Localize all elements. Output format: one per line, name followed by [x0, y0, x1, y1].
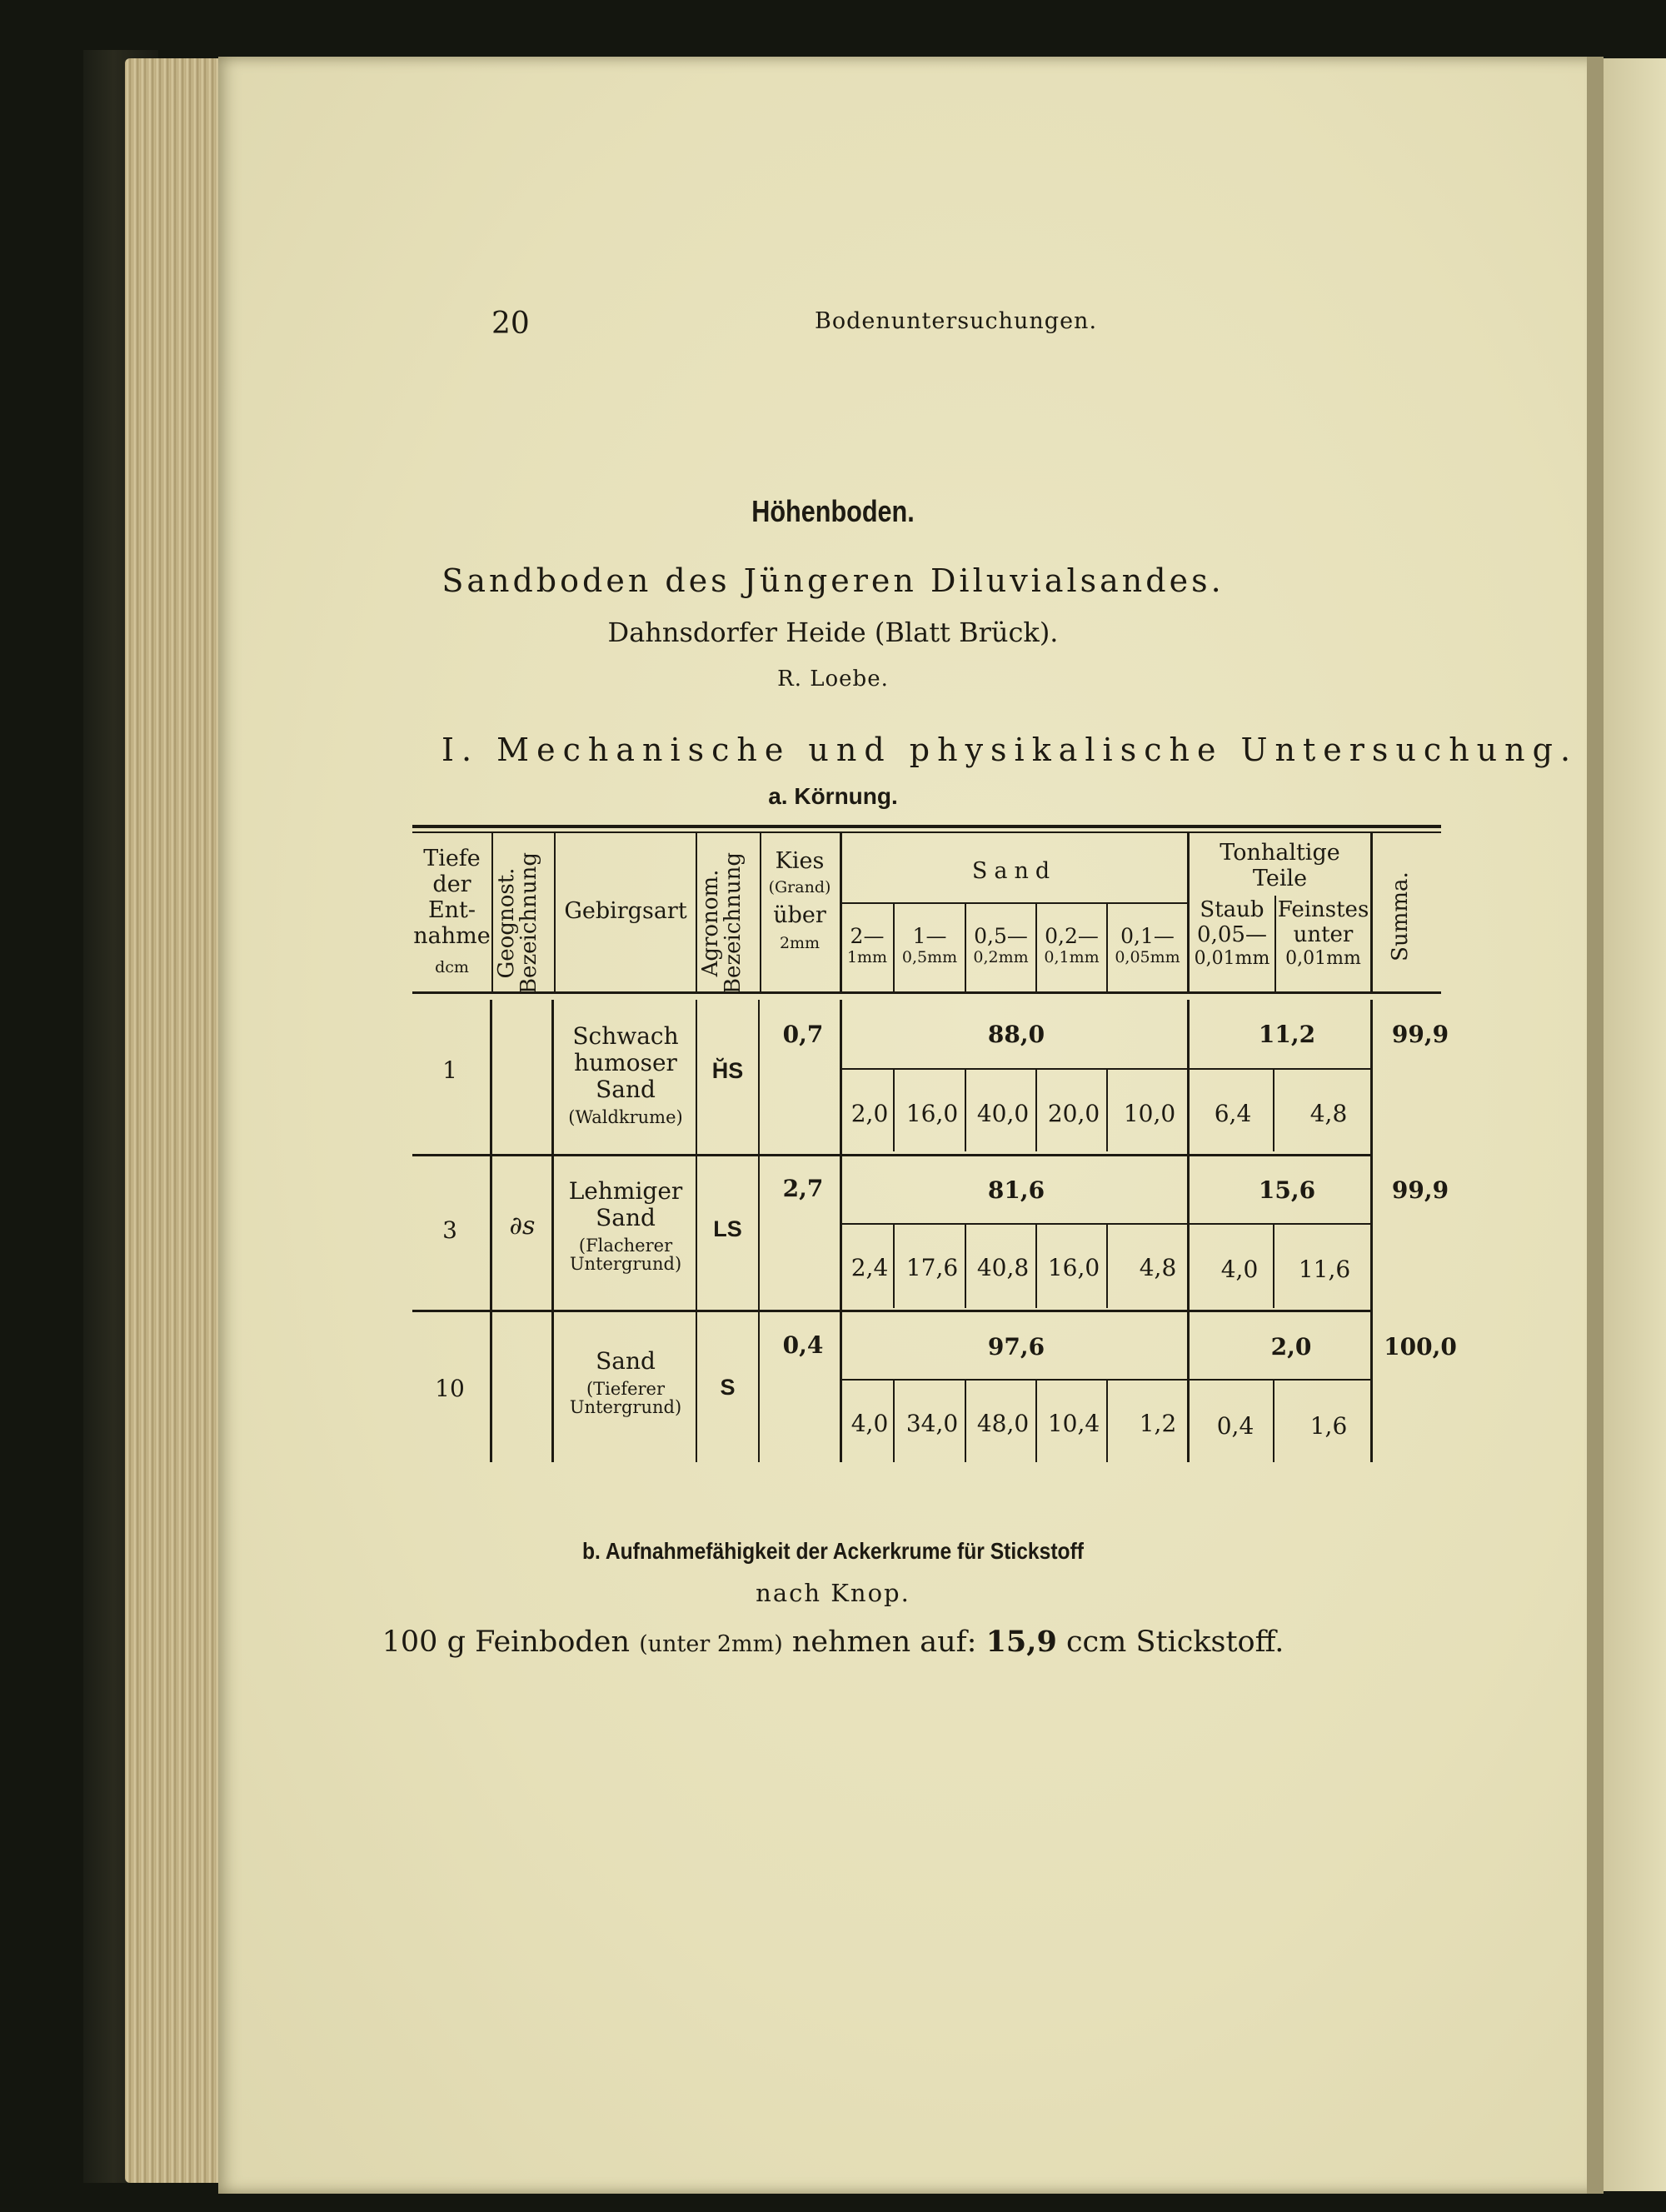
header-tonhaltige-line: Tonhaltige — [1220, 840, 1340, 866]
b-heading: b. Aufnahmefähigkeit der Ackerkrume für Stickstoff — [581, 1538, 1084, 1564]
sub-heading: a. Körnung. — [768, 783, 898, 809]
location: Dahnsdorfer Heide (Blatt Brück). — [607, 617, 1059, 648]
row-rule-1 — [412, 1154, 1370, 1156]
body-vrule — [490, 1000, 492, 1462]
body-vrule — [1187, 1000, 1190, 1462]
row1-sand-total: 88,0 — [987, 1021, 1045, 1048]
header-sand: Sand — [971, 858, 1057, 884]
row-rule-2 — [412, 1310, 1370, 1312]
body-vrule — [1370, 1000, 1373, 1462]
row1-gebirgsart-line: Schwach — [572, 1022, 679, 1050]
header-tiefe-line: nahme — [413, 923, 491, 950]
facing-page-edge — [1604, 58, 1666, 2191]
header-staub-line: Staub — [1200, 897, 1264, 922]
header-kies-line: über — [773, 901, 826, 928]
subtitle: Sandboden des Jüngeren Diluvialsandes. — [441, 562, 1225, 599]
header-geognost — [496, 848, 551, 998]
body-vrule — [1273, 1381, 1274, 1462]
header-sand-sub-line: 0,1mm — [1044, 947, 1100, 966]
header-tiefe-line: der — [432, 871, 471, 898]
header-tiefe — [412, 846, 491, 977]
header-sand-05-02 — [966, 925, 1035, 967]
row2-sand-05-02: 40,8 — [976, 1254, 1030, 1281]
row2-sand-01-005: 4,8 — [1139, 1254, 1177, 1281]
row3-sand-02-01: 10,4 — [1047, 1410, 1100, 1437]
header-sand-sub-line: 0,2mm — [973, 947, 1029, 966]
header-vrule — [491, 833, 493, 991]
row3-agronom: S — [720, 1375, 736, 1400]
header-bottom-rule — [412, 991, 1441, 994]
header-agronom — [700, 848, 755, 998]
row3-staub: 0,4 — [1216, 1412, 1254, 1440]
row1-ton-total: 11,2 — [1258, 1021, 1316, 1048]
header-gebirgsart: Gebirgsart — [564, 898, 687, 924]
result-part3: nehmen auf: — [791, 1625, 977, 1659]
body-vrule — [1273, 1070, 1274, 1151]
header-sand-sub-line: 0,05mm — [1115, 947, 1180, 966]
header-tonhaltige — [1190, 840, 1370, 891]
result-value: 15,9 — [985, 1625, 1057, 1659]
header-feinstes-line: unter — [1293, 921, 1354, 947]
header-feinstes-line: Feinstes — [1277, 897, 1369, 922]
header-sand-sub-line: 0,5— — [974, 924, 1028, 948]
row1-depth: 1 — [442, 1056, 457, 1084]
header-sand-sub-line: 1— — [912, 924, 947, 948]
row1-gebirgsart-note: (Waldkrume) — [568, 1106, 683, 1127]
header-tonhaltige-line: Teile — [1252, 866, 1308, 892]
row1-feinstes: 4,8 — [1309, 1100, 1348, 1127]
header-kies-line: (Grand) — [768, 878, 831, 897]
header-sand-sub-line: 1mm — [846, 947, 888, 966]
table-top-rule — [412, 825, 1441, 828]
header-kies — [760, 848, 840, 953]
row3-sand-2-1: 4,0 — [850, 1410, 889, 1437]
row2-gebirgsart-note: Untergrund) — [569, 1254, 682, 1275]
row3-kies: 0,4 — [782, 1331, 824, 1359]
header-vrule — [696, 833, 697, 991]
header-geognost-line: Bezeichnung — [516, 851, 542, 995]
header-summa: Summa. — [1388, 871, 1413, 961]
table-top-rule-thin — [412, 831, 1441, 833]
header-geognost-line: Geognost. — [494, 867, 519, 979]
row2-sand-2-1: 2,4 — [850, 1254, 889, 1281]
row1-sand-01-005: 10,0 — [1123, 1100, 1176, 1127]
row2-staub: 4,0 — [1220, 1256, 1259, 1283]
header-vrule — [1370, 833, 1373, 991]
row1-kies: 0,7 — [782, 1021, 824, 1048]
header-staub-line: 0,01mm — [1194, 947, 1270, 969]
header-sand-sub-line: 0,2— — [1045, 924, 1099, 948]
header-tiefe-line: Ent- — [427, 897, 476, 924]
section-heading: I. Mechanische und physikalische Untersuchung. — [441, 732, 1579, 768]
header-sand-02-01 — [1037, 925, 1106, 967]
page-number: 20 — [491, 307, 530, 341]
row1-gebirgsart-line: Sand — [596, 1076, 656, 1104]
header-staub — [1190, 898, 1274, 969]
header-tiefe-unit: dcm — [435, 958, 469, 977]
body-vrule — [758, 1000, 760, 1462]
row1-agronom: H̆S — [711, 1058, 744, 1083]
row3-summa: 100,0 — [1384, 1333, 1457, 1361]
header-sand-sub-line: 0,5mm — [901, 947, 958, 966]
row2-depth: 3 — [442, 1216, 457, 1244]
row1-sand-02-01: 20,0 — [1047, 1100, 1100, 1127]
row3-depth: 10 — [435, 1375, 465, 1402]
row3-sand-01-005: 1,2 — [1139, 1410, 1177, 1437]
b-subheading: nach Knop. — [756, 1579, 910, 1607]
result-part1: 100 g Feinboden — [382, 1625, 631, 1659]
row1-sand-05-02: 40,0 — [976, 1100, 1030, 1127]
book-gutter — [1587, 57, 1604, 2194]
header-sand-sub-line: 2— — [850, 924, 885, 948]
row1-sand-2-1: 2,0 — [850, 1100, 889, 1127]
row3-feinstes: 1,6 — [1309, 1412, 1348, 1440]
row2-gebirgsart — [556, 1178, 696, 1273]
header-agronom-line: Agronom. — [698, 869, 723, 977]
author: R. Loebe. — [777, 667, 889, 692]
header-agronom-line: Bezeichnung — [721, 851, 746, 995]
row2-sand-total: 81,6 — [987, 1176, 1045, 1204]
row2-feinstes: 11,6 — [1298, 1256, 1351, 1283]
header-sand-1-05 — [895, 925, 965, 967]
page-title: Höhenboden. — [751, 494, 915, 528]
row3-gebirgsart — [556, 1348, 696, 1416]
running-head: Bodenuntersuchungen. — [815, 308, 1098, 334]
row2-gebirgsart-line: Lehmiger — [568, 1177, 683, 1205]
body-vrule — [1273, 1225, 1274, 1308]
result-part4: ccm Stickstoff. — [1065, 1625, 1284, 1659]
result-part2: (unter 2mm) — [639, 1631, 783, 1657]
body-vrule — [840, 1000, 842, 1462]
header-feinstes-line: 0,01mm — [1285, 947, 1361, 969]
row2-sand-02-01: 16,0 — [1047, 1254, 1100, 1281]
header-vrule — [840, 833, 842, 991]
header-feinstes — [1276, 898, 1370, 969]
row3-gebirgsart-note: Untergrund) — [569, 1397, 682, 1418]
row3-sand-1-05: 34,0 — [905, 1410, 959, 1437]
header-sand-01-005 — [1108, 925, 1187, 967]
page-edges — [125, 58, 225, 2183]
header-staub-line: 0,05— — [1197, 921, 1267, 947]
header-tiefe-line: Tiefe — [423, 846, 481, 871]
row1-sand-1-05: 16,0 — [905, 1100, 959, 1127]
row3-gebirgsart-note: (Tieferer — [586, 1379, 666, 1400]
row2-gebirgsart-note: (Flacherer — [578, 1236, 673, 1256]
row2-summa: 99,9 — [1391, 1176, 1449, 1204]
nitrogen-result — [0, 1625, 1666, 1659]
row1-summa: 99,9 — [1391, 1021, 1449, 1048]
row1-gebirgsart — [556, 1023, 696, 1127]
row1-staub: 6,4 — [1214, 1100, 1252, 1127]
row3-gebirgsart-line: Sand — [596, 1347, 656, 1375]
row1-gebirgsart-line: humoser — [574, 1049, 677, 1077]
header-sand-sub-line: 0,1— — [1120, 924, 1175, 948]
geognost-symbol: ∂s — [509, 1211, 536, 1241]
row2-gebirgsart-line: Sand — [596, 1204, 656, 1232]
header-sand-2-1 — [841, 925, 893, 967]
row3-sand-total: 97,6 — [987, 1333, 1045, 1361]
body-vrule — [551, 1000, 554, 1462]
row2-kies: 2,7 — [782, 1175, 824, 1202]
header-kies-line: Kies — [775, 848, 825, 874]
row3-ton-total: 2,0 — [1270, 1333, 1312, 1361]
row2-sand-1-05: 17,6 — [905, 1254, 959, 1281]
row3-sand-05-02: 48,0 — [976, 1410, 1030, 1437]
header-kies-line: 2mm — [779, 933, 821, 952]
row2-ton-total: 15,6 — [1258, 1176, 1316, 1204]
row2-agronom: LS — [713, 1216, 742, 1241]
